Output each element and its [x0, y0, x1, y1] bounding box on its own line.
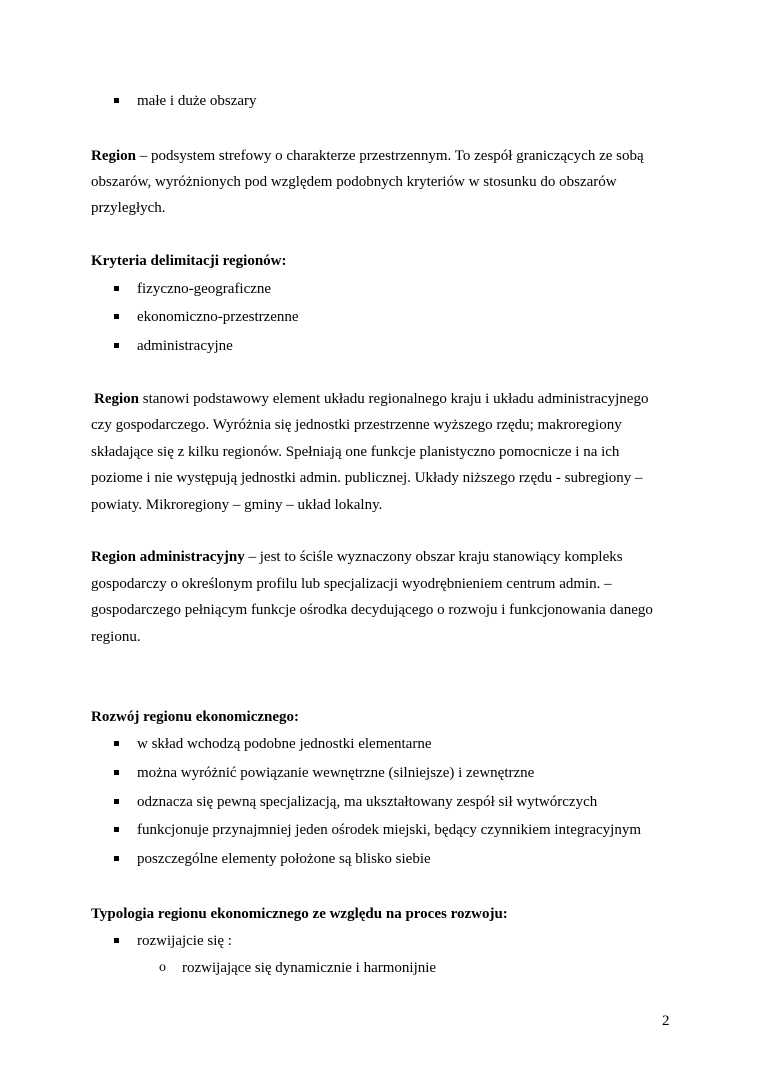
paragraph-text: powiaty. Mikroregiony – gminy – układ lokalny.	[91, 497, 383, 513]
paragraph-text: gospodarczego pełniącym funkcje ośrodka decydującego o rozwoju i funkcjonowania danego	[91, 602, 653, 618]
section-heading: Typologia regionu ekonomicznego ze względu na proces rozwoju:	[91, 906, 508, 922]
bullet-circle-icon: o	[159, 960, 166, 975]
bullet-square-icon	[114, 286, 119, 291]
list-item: administracyjne	[137, 338, 233, 354]
bullet-square-icon	[114, 770, 119, 775]
term-bold: Region	[94, 391, 139, 407]
paragraph-text: czy gospodarczego. Wyróżnia się jednostki przestrzenne wyższego rzędu; makroregiony	[91, 417, 622, 433]
paragraph-text: składające się z kilku regionów. Spełniają one funkcje planistyczno pomocnicze i na ich	[91, 444, 620, 460]
list-item: można wyróżnić powiązanie wewnętrzne (silniejsze) i zewnętrzne	[137, 765, 535, 781]
list-item: funkcjonuje przynajmniej jeden ośrodek miejski, będący czynnikiem integracyjnym	[137, 822, 642, 838]
list-item: rozwijajcie się :	[137, 933, 232, 949]
bullet-square-icon	[114, 314, 119, 319]
bullet-square-icon	[114, 799, 119, 804]
paragraph-text: stanowi podstawowy element układu regionalnego kraju i układu administracyjnego	[139, 391, 649, 407]
paragraph-text: – jest to ściśle wyznaczony obszar kraju stanowiący kompleks	[244, 549, 623, 565]
paragraph-text: gospodarczy o określonym profilu lub specjalizacji wyodrębnieniem centrum admin. –	[91, 576, 612, 592]
sub-list-item: rozwijające się dynamicznie i harmonijnie	[182, 960, 437, 976]
list-item: w skład wchodzą podobne jednostki elementarne	[137, 736, 432, 752]
bullet-square-icon	[114, 98, 119, 103]
list-item: ekonomiczno-przestrzenne	[137, 309, 299, 325]
paragraph-text: obszarów, wyróżnionych pod względem podobnych kryteriów w stosunku do obszarów	[91, 174, 617, 190]
paragraph-text: przyległych.	[91, 200, 166, 216]
paragraph-text: – podsystem strefowy o charakterze przestrzennym. To zespół graniczących ze sobą	[136, 148, 644, 164]
section-heading: Rozwój regionu ekonomicznego:	[91, 709, 300, 725]
paragraph-text: poziome i nie występują jednostki admin. publicznej. Układy niższego rzędu - subregiony –	[91, 470, 643, 486]
section-heading: Kryteria delimitacji regionów:	[91, 253, 287, 269]
bullet-square-icon	[114, 827, 119, 832]
bullet-square-icon	[114, 938, 119, 943]
bullet-square-icon	[114, 741, 119, 746]
list-item: małe i duże obszary	[137, 93, 257, 109]
bullet-square-icon	[114, 856, 119, 861]
paragraph-text: regionu.	[91, 629, 141, 645]
term-bold: Region administracyjny	[91, 549, 245, 565]
page-number: 2	[662, 1013, 670, 1029]
list-item: fizyczno-geograficzne	[137, 281, 272, 297]
term-bold: Region	[91, 148, 136, 164]
list-item: odznacza się pewną specjalizacją, ma ukształtowany zespół sił wytwórczych	[137, 794, 598, 810]
list-item: poszczególne elementy położone są blisko siebie	[137, 851, 431, 867]
bullet-square-icon	[114, 343, 119, 348]
